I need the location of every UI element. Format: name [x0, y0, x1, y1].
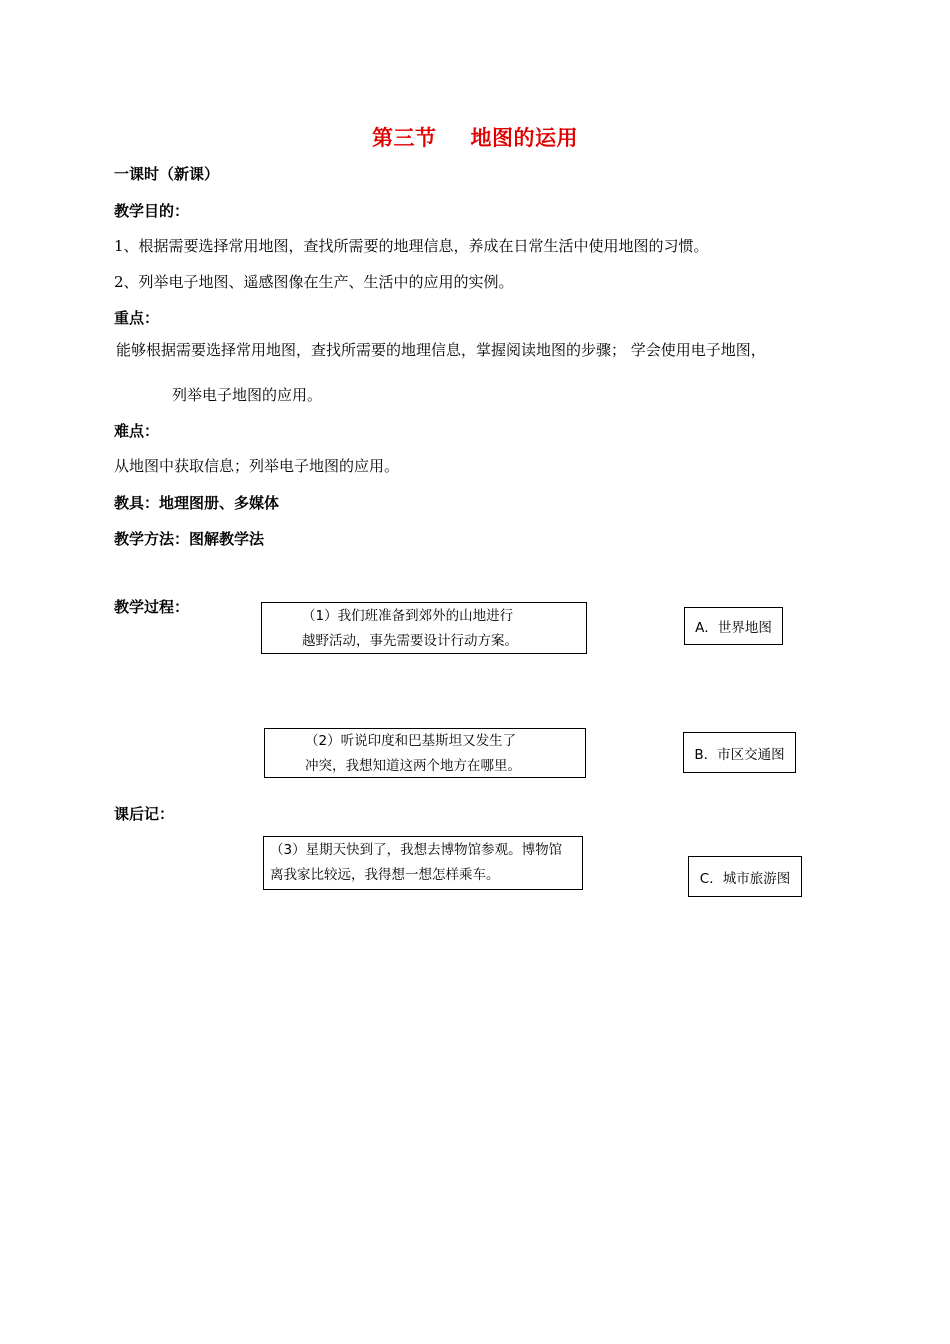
title-topic: 地图的运用	[470, 126, 578, 150]
objective-item-2: 2、列举电子地图、遥感图像在生产、生活中的应用的实例。	[114, 273, 514, 291]
notes-heading: 课后记：	[114, 805, 175, 823]
scenario-1-line-2: 越野活动，事先需要设计行动方案。	[302, 633, 518, 649]
title-section: 第三节	[372, 126, 437, 150]
teaching-method: 教学方法：图解教学法	[114, 530, 265, 548]
scenario-box-3	[263, 836, 583, 890]
objective-item-1: 1、根据需要选择常用地图，查找所需要的地理信息，养成在日常生活中使用地图的习惯。	[114, 237, 709, 255]
scenario-box-1	[261, 602, 587, 654]
scenario-box-2	[264, 728, 586, 778]
answer-c: C．城市旅游图	[688, 856, 802, 897]
answer-b: B．市区交通图	[683, 732, 796, 773]
key-points-line-1: 能够根据需要选择常用地图，查找所需要的地理信息，掌握阅读地图的步骤； 学会使用电子地图，	[116, 341, 766, 359]
key-points-heading: 重点：	[114, 309, 160, 327]
scenario-2-line-1: （2）听说印度和巴基斯坦又发生了	[305, 733, 517, 749]
teaching-tools: 教具：地理图册、多媒体	[114, 494, 280, 512]
scenario-2-line-2: 冲突，我想知道这两个地方在哪里。	[305, 758, 521, 774]
page-title	[0, 122, 950, 152]
difficulties-heading: 难点：	[114, 422, 160, 440]
answer-a: A．世界地图	[684, 607, 783, 645]
scenario-3-line-2: 离我家比较远，我得想一想怎样乘车。	[270, 867, 500, 883]
difficulties-text: 从地图中获取信息；列举电子地图的应用。	[114, 457, 400, 475]
key-points-line-2: 列举电子地图的应用。	[172, 386, 323, 404]
scenario-1-line-1: （1）我们班准备到郊外的山地进行	[302, 608, 514, 624]
objectives-heading: 教学目的：	[114, 202, 190, 220]
process-heading: 教学过程：	[114, 598, 190, 616]
lesson-type: 一课时（新课）	[114, 165, 220, 183]
scenario-3-line-1: （3）星期天快到了，我想去博物馆参观。博物馆	[270, 842, 563, 858]
